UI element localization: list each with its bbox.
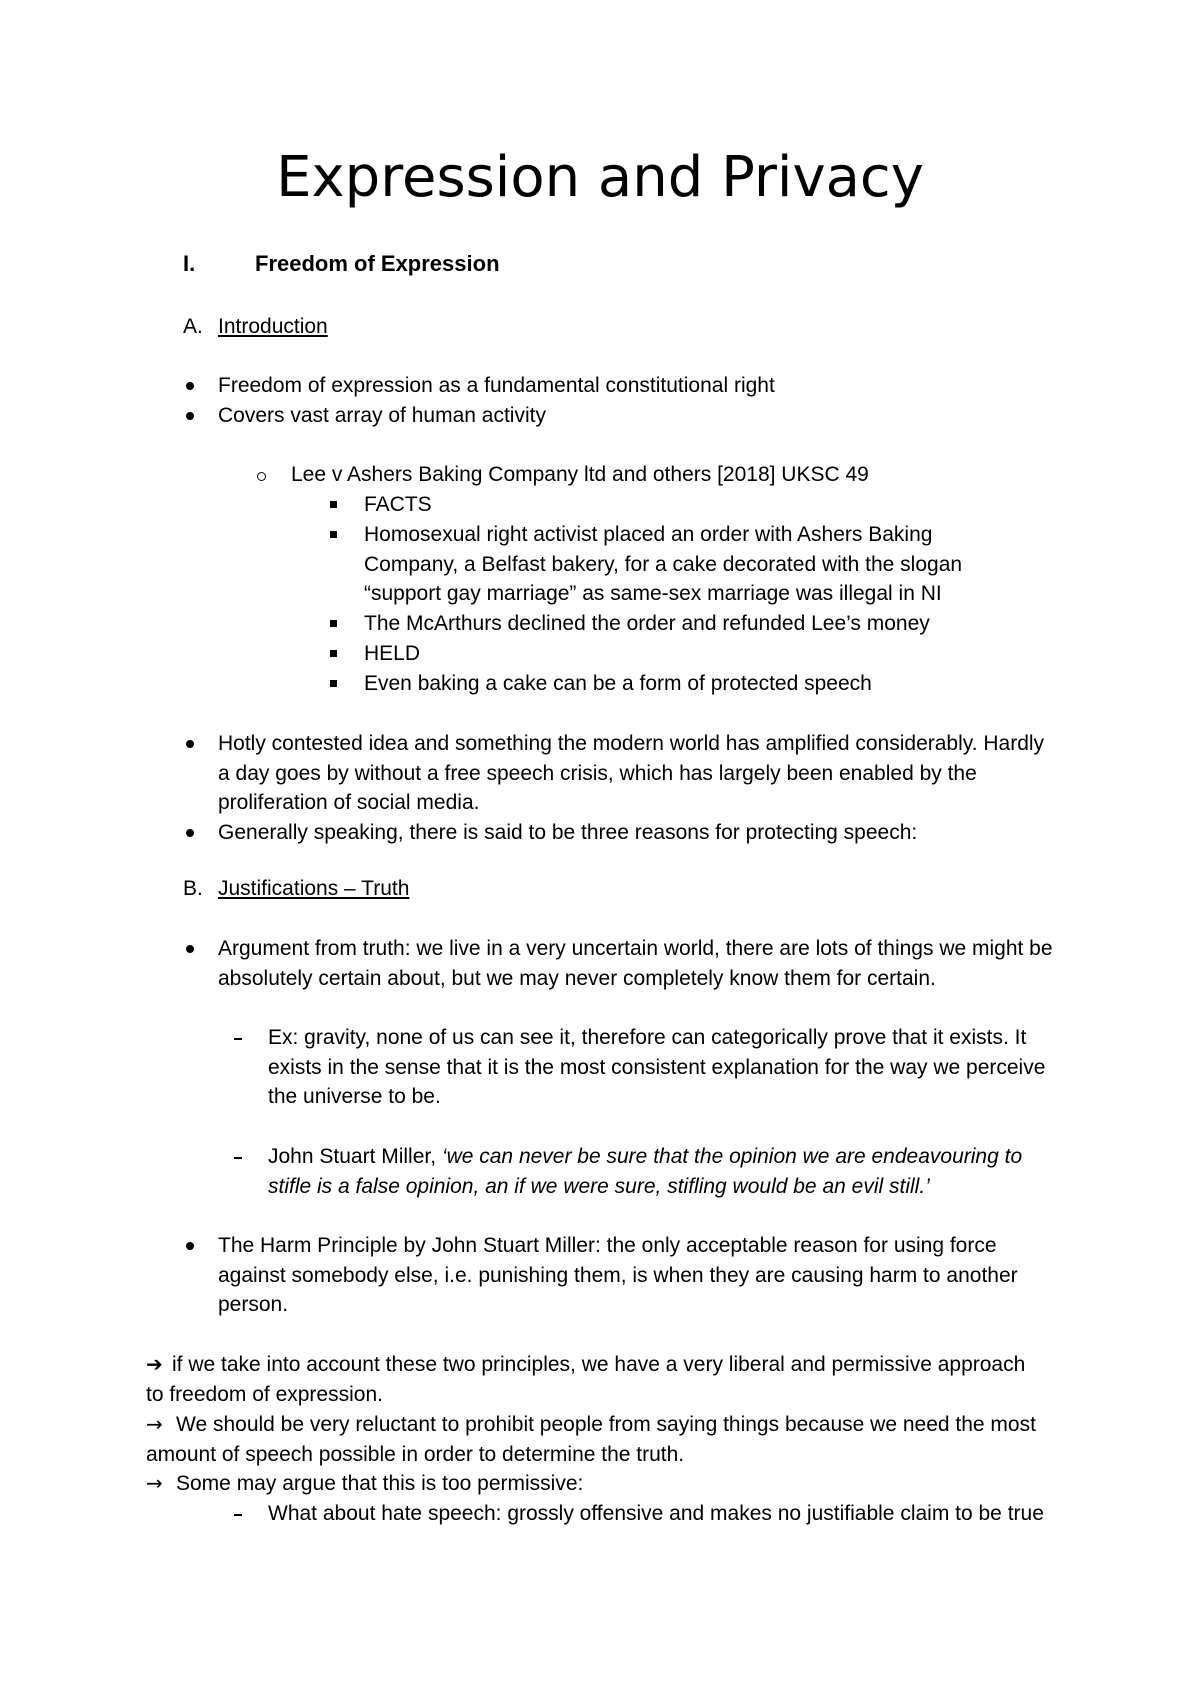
bullet-dot-icon [186,382,194,390]
truth-example: Ex: gravity, none of us can see it, therefore can categorically prove that it exists. It exists in the sense that it is the most consistent explanation for the way we perceive the universe to be. [268,1026,1046,1108]
square-bullet-icon [330,531,337,538]
bullet-dot-icon [186,412,194,420]
square-bullet-icon [330,501,337,508]
case-name: Lee v Ashers Baking Company ltd and others [2018] UKSC 49 [291,463,869,486]
intro-bullet-1: Freedom of expression as a fundamental constitutional right [218,374,775,397]
subsection-a-heading [183,313,328,341]
arrow-right-icon: → [146,1412,163,1436]
bullet-dot-icon [186,945,194,953]
reasons-bullet: Generally speaking, there is said to be three reasons for protecting speech: [218,821,918,844]
arrow-right-icon: → [146,1471,163,1495]
square-bullet-icon [330,650,337,657]
square-bullet-icon [330,680,337,687]
subsection-b-heading [183,875,409,903]
contested-bullet: Hotly contested idea and something the modern world has amplified considerably. Hardly a day goes by without a free speech crisis, which has largely been enabled by the proliferation of social media. [218,732,1045,814]
section-heading [183,250,500,278]
mill-quote-lead: John Stuart Miller, [268,1145,442,1168]
case-point-declined: The McArthurs declined the order and refunded Lee’s money [364,612,930,635]
bullet-dot-icon [186,740,194,748]
square-bullet-icon [330,620,337,627]
intro-bullet-2: Covers vast array of human activity [218,404,546,427]
subsection-a-title: Introduction [218,315,328,338]
page-title: Expression and Privacy [276,145,924,210]
conclusion-1: if we take into account these two principles, we have a very liberal and permissive approach to freedom of expression. [146,1353,1026,1406]
conclusion-2: We should be very reluctant to prohibit people from saying things because we need the most amount of speech possible in order to determine the truth. [146,1413,1036,1466]
mill-quote-text: ‘we can never be sure that the opinion we are endeavouring to stifle is a false opinion, an if we were sure, stifling would be an evil still.’ [268,1145,1023,1198]
bullet-dot-icon [186,829,194,837]
truth-bullet: Argument from truth: we live in a very uncertain world, there are lots of things we might be absolutely certain about, but we may never completely know them for certain. [218,937,1053,990]
harm-bullet: The Harm Principle by John Stuart Miller: the only acceptable reason for using force against somebody else, i.e. punishing them, is when they are causing harm to another person. [218,1234,1018,1316]
subsection-b-letter: B. [183,877,203,900]
conclusion-3: Some may argue that this is too permissive: [176,1472,584,1495]
hate-speech-point: What about hate speech: grossly offensive and makes no justifiable claim to be true [268,1502,1044,1525]
circle-bullet-icon [257,472,266,481]
dash-bullet-icon [234,1038,242,1040]
case-point-held: HELD [364,642,421,665]
case-point-facts: FACTS [364,493,432,516]
case-point-facts-detail: Homosexual right activist placed an order with Ashers Baking Company, a Belfast bakery, for a cake decorated with the slogan “support gay marriage” as same-sex marriage was illegal in NI [364,523,963,605]
section-title: Freedom of Expression [255,251,500,276]
bullet-dot-icon [186,1242,194,1250]
dash-bullet-icon [234,1157,242,1159]
subsection-b-title: Justifications – Truth [218,877,410,900]
dash-bullet-icon [234,1514,242,1516]
case-point-held-detail: Even baking a cake can be a form of protected speech [364,672,872,695]
mill-quote [268,1142,1068,1201]
section-number: I. [183,251,196,276]
arrow-right-icon: ➔ [146,1352,163,1376]
subsection-a-letter: A. [183,315,203,338]
